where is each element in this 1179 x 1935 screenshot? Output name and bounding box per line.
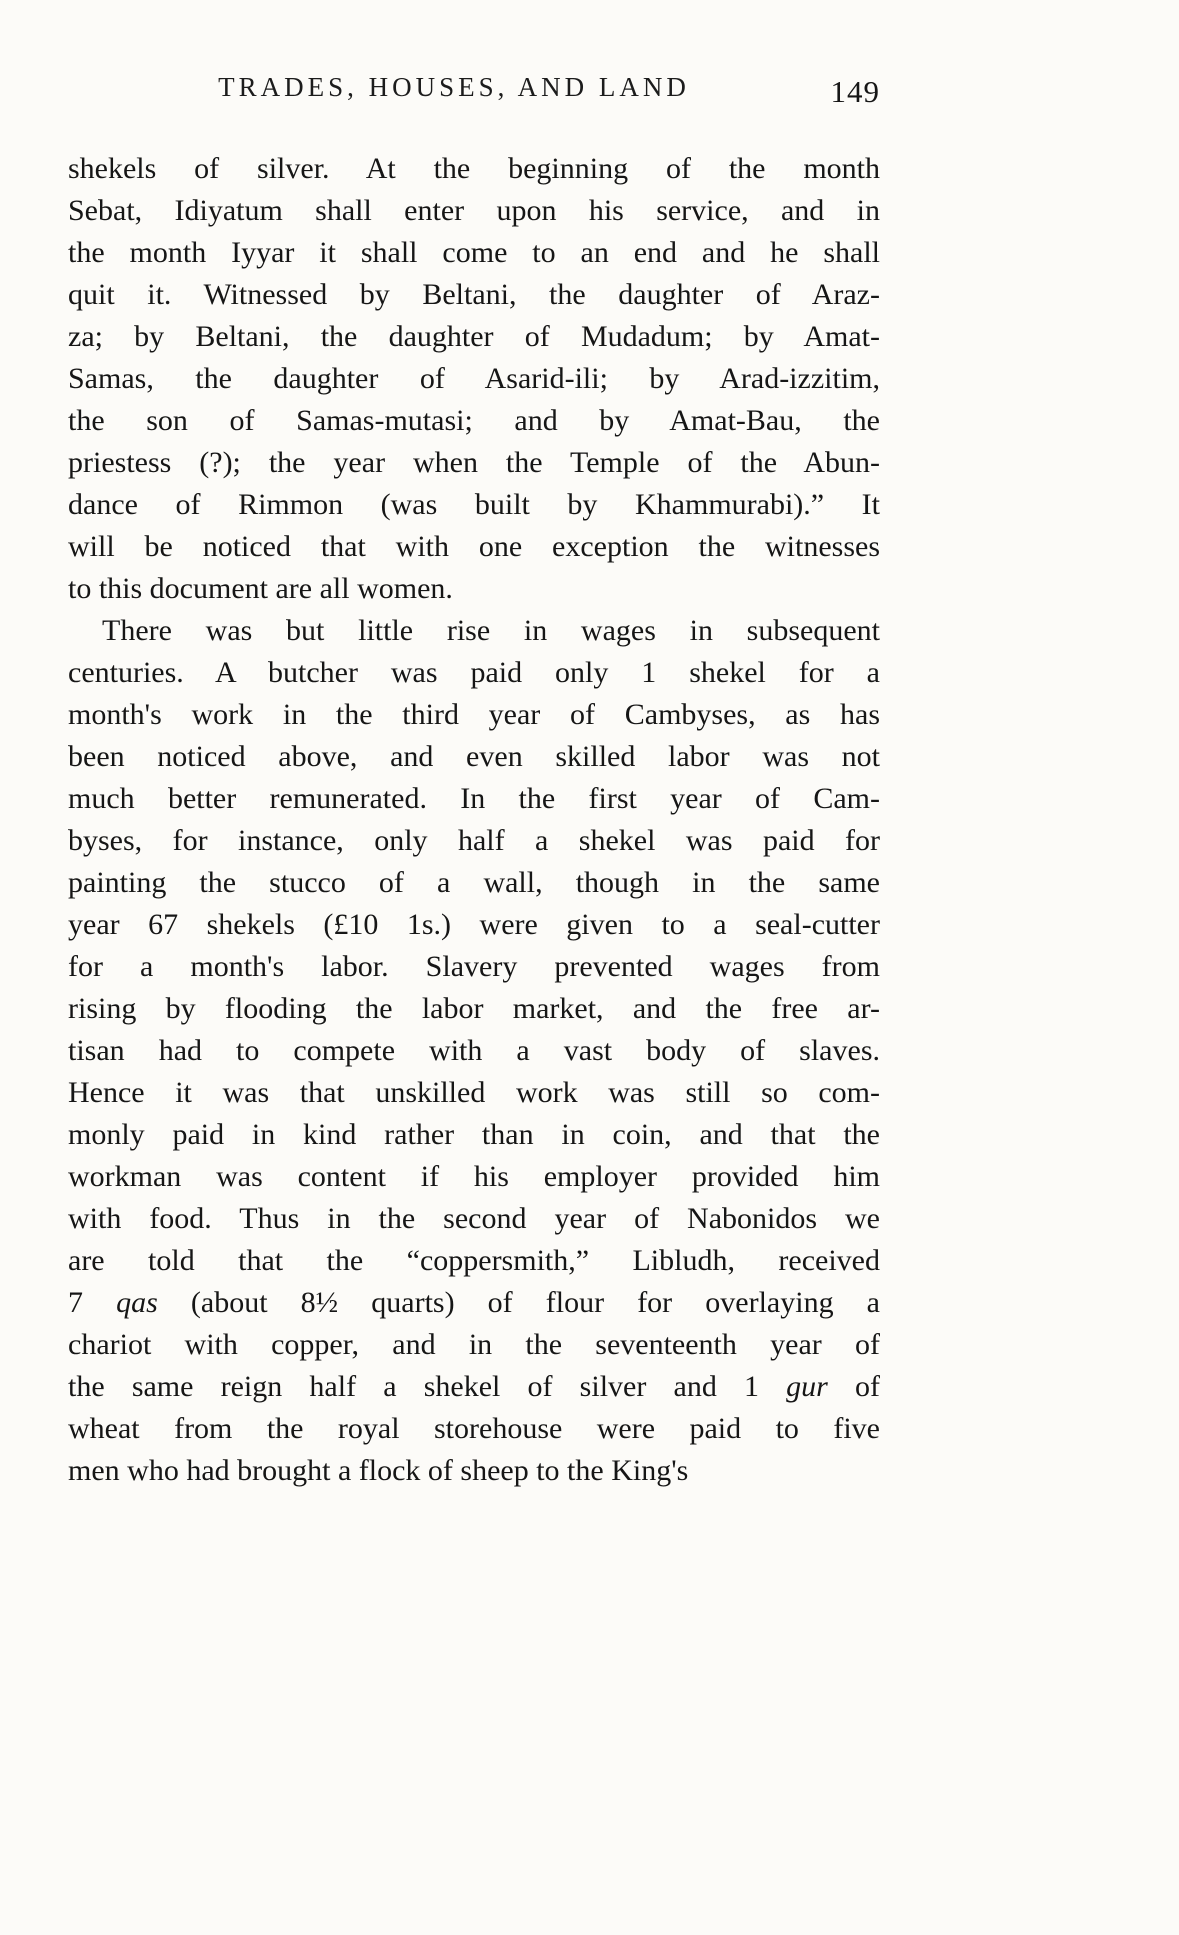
text-line: workman was content if his employer provided him <box>68 1160 880 1193</box>
text-line: dance of Rimmon (was built by Khammurabi).” It <box>68 488 880 521</box>
body-text <box>68 148 880 1492</box>
text-line: tisan had to compete with a vast body of slaves. <box>68 1034 880 1067</box>
text-line: will be noticed that with one exception the witnesses <box>68 530 880 563</box>
page-header <box>68 72 880 112</box>
page-number: 149 <box>830 74 880 109</box>
text-line: shekels of silver. At the beginning of the month <box>68 152 880 185</box>
text-line: Samas, the daughter of Asarid-ili; by Arad-izzitim, <box>68 362 880 395</box>
text-line: 7 qas (about 8½ quarts) of flour for overlaying a <box>68 1286 880 1319</box>
text-line: been noticed above, and even skilled labor was not <box>68 740 880 773</box>
text-line: Sebat, Idiyatum shall enter upon his service, and in <box>68 194 880 227</box>
running-title: TRADES, HOUSES, AND LAND <box>218 72 690 102</box>
text-line: with food. Thus in the second year of Nabonidos we <box>68 1202 880 1235</box>
text-line: wheat from the royal storehouse were paid to five <box>68 1412 880 1445</box>
italic-term: qas <box>116 1286 158 1319</box>
text-line: There was but little rise in wages in subsequent <box>102 614 880 647</box>
text-line: monly paid in kind rather than in coin, and that the <box>68 1118 880 1151</box>
text-line: quit it. Witnessed by Beltani, the daughter of Araz- <box>68 278 880 311</box>
text-line: painting the stucco of a wall, though in the same <box>68 866 880 899</box>
text-line: men who had brought a flock of sheep to the King's <box>68 1454 689 1487</box>
text-line: are told that the “coppersmith,” Libludh, received <box>68 1244 880 1277</box>
text-line: the son of Samas-mutasi; and by Amat-Bau, the <box>68 404 880 437</box>
text-line: for a month's labor. Slavery prevented wages from <box>68 950 880 983</box>
text-line: year 67 shekels (£10 1s.) were given to a seal-cutter <box>68 908 880 941</box>
text-line: rising by flooding the labor market, and the free ar- <box>68 992 880 1025</box>
text-line: centuries. A butcher was paid only 1 shekel for a <box>68 656 880 689</box>
text-line: month's work in the third year of Cambyses, as has <box>68 698 880 731</box>
text-line: Hence it was that unskilled work was still so com- <box>68 1076 880 1109</box>
text-line: byses, for instance, only half a shekel was paid for <box>68 824 880 857</box>
text-line: much better remunerated. In the first year of Cam- <box>68 782 880 815</box>
page-content <box>68 0 880 1492</box>
text-line: chariot with copper, and in the seventeenth year of <box>68 1328 880 1361</box>
text-line: za; by Beltani, the daughter of Mudadum; by Amat- <box>68 320 880 353</box>
italic-term: gur <box>786 1370 828 1403</box>
text-line: to this document are all women. <box>68 572 453 605</box>
text-line: priestess (?); the year when the Temple of the Abun- <box>68 446 880 479</box>
text-line: the same reign half a shekel of silver and 1 gur of <box>68 1370 881 1403</box>
text-line: the month Iyyar it shall come to an end and he shall <box>68 236 880 269</box>
